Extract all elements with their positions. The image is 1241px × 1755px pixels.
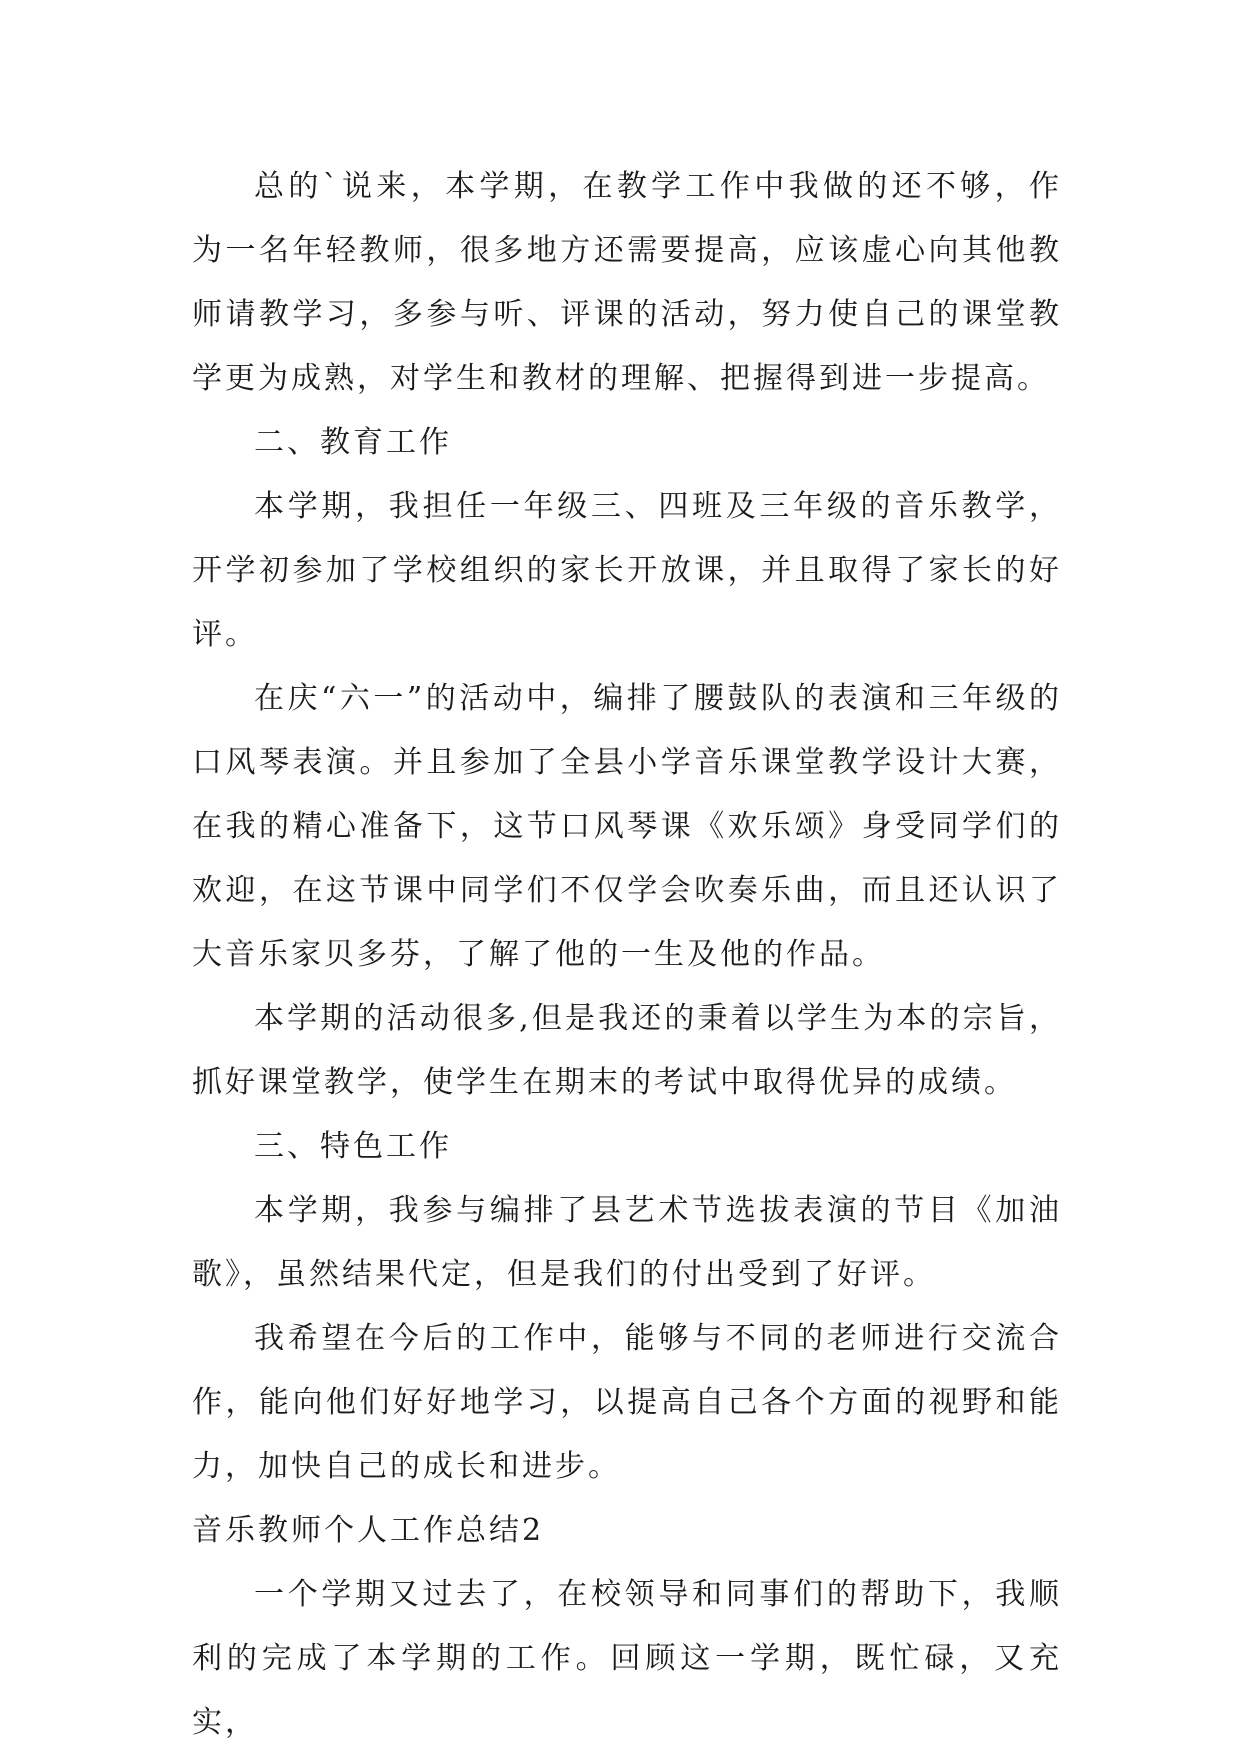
document-body <box>192 155 1062 1755</box>
heading-special-work: 三、特色工作 <box>254 1129 452 1164</box>
paragraph-future-hope: 我希望在今后的工作中，能够与不同的老师进行交流合作，能向他们好好地学习，以提高自己各个方面的视野和能力，加快自己的成长和进步。 <box>192 1321 1062 1484</box>
paragraph-music-teaching: 本学期，我担任一年级三、四班及三年级的音乐教学，开学初参加了学校组织的家长开放课，并且取得了家长的好评。 <box>192 489 1062 652</box>
paragraph-children-day: 在庆“六一”的活动中，编排了腰鼓队的表演和三年级的口风琴表演。并且参加了全县小学音乐课堂教学设计大赛，在我的精心准备下，这节口风琴课《欢乐颂》身受同学们的欢迎，在这节课中同学们不仅学会吹奏乐曲，而且还认识了大音乐家贝多芬，了解了他的一生及他的作品。 <box>192 681 1062 972</box>
paragraph-art-festival: 本学期，我参与编排了县艺术节选拔表演的节目《加油歌》，虽然结果代定，但是我们的付出受到了好评。 <box>192 1193 1062 1292</box>
paragraph-teaching-summary: 总的`说来，本学期，在教学工作中我做的还不够，作为一名年轻教师，很多地方还需要提高，应该虚心向其他教师请教学习，多参与听、评课的活动，努力使自己的课堂教学更为成熟，对学生和教材的理解、把握得到进一步提高。 <box>192 169 1062 396</box>
section-title: 音乐教师个人工作总结2 <box>192 1513 545 1548</box>
paragraph-activities: 本学期的活动很多,但是我还的秉着以学生为本的宗旨，抓好课堂教学，使学生在期末的考试中取得优异的成绩。 <box>192 1001 1062 1100</box>
paragraph-semester-review: 一个学期又过去了，在校领导和同事们的帮助下，我顺利的完成了本学期的工作。回顾这一学期，既忙碌，又充实， <box>192 1577 1062 1740</box>
heading-education-work: 二、教育工作 <box>254 425 452 460</box>
